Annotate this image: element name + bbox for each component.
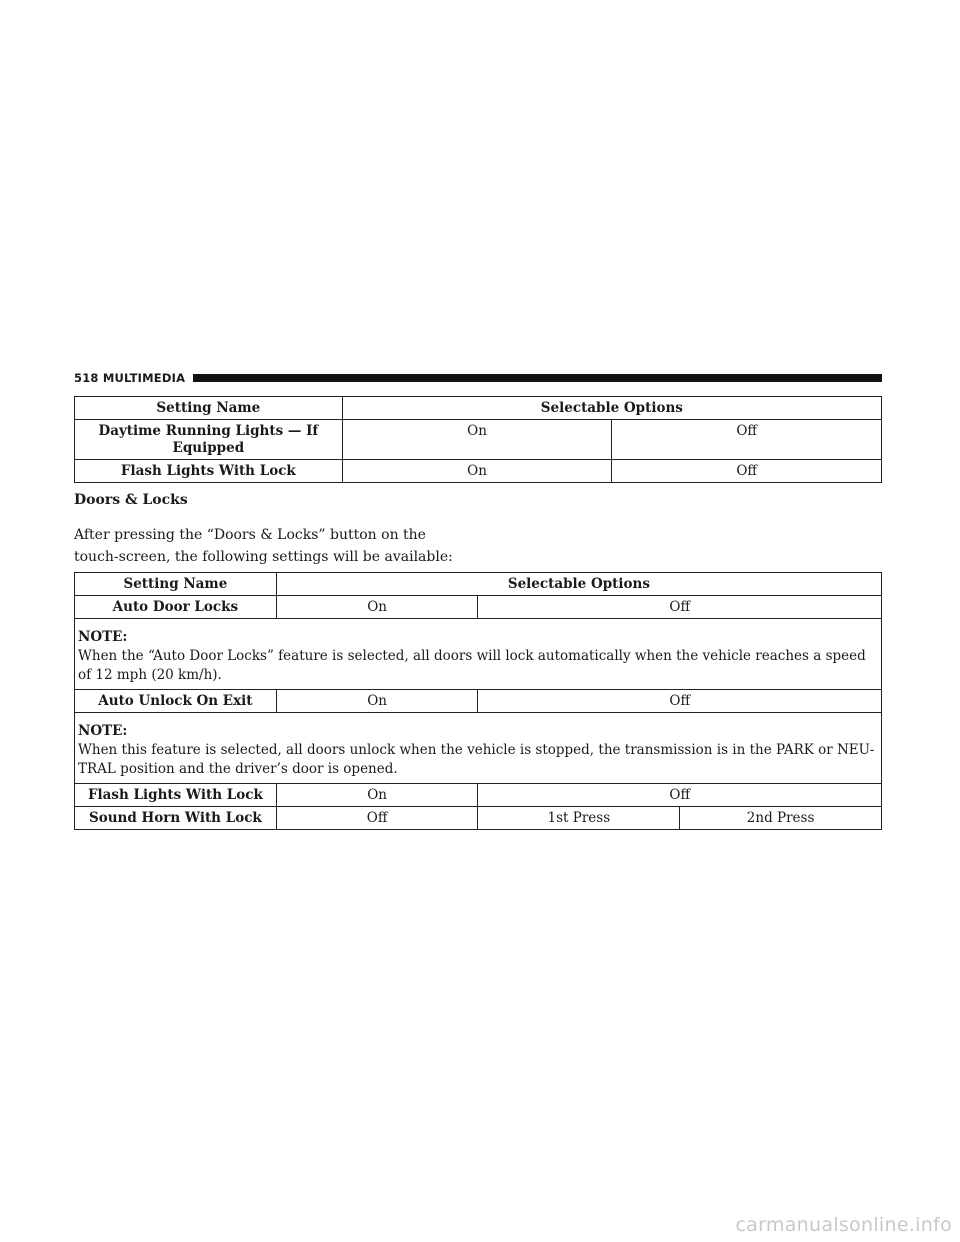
option-cell: On: [342, 420, 612, 460]
option-cell: On: [276, 596, 478, 619]
header-rule: [193, 374, 882, 382]
note-title: NOTE:: [78, 723, 128, 739]
setting-name: Flash Lights With Lock: [75, 460, 343, 483]
note-text: When this feature is selected, all doors unlock when the vehicle is stopped, the transmission is in the PARK or NEU-TRAL position and the driver’s door is opened.: [78, 742, 875, 777]
note-text: When the “Auto Door Locks” feature is selected, all doors will lock automatically when the vehicle reaches a speed of 12 mph (20 km/h).: [78, 648, 866, 683]
option-cell: 1st Press: [478, 807, 680, 830]
option-cell: Off: [478, 596, 882, 619]
page-header: [74, 371, 882, 385]
note-row: [75, 619, 882, 690]
setting-name: Daytime Running Lights — If Equipped: [75, 420, 343, 460]
table-header-row: [75, 397, 882, 420]
page-number-section: 518 MULTIMEDIA: [74, 371, 186, 385]
option-cell: Off: [276, 807, 478, 830]
option-cell: On: [276, 690, 478, 713]
option-cell: 2nd Press: [680, 807, 882, 830]
lights-settings-table: [74, 396, 882, 483]
header-selectable-options: Selectable Options: [342, 397, 881, 420]
table-row: [75, 596, 882, 619]
table-row: [75, 460, 882, 483]
option-cell: Off: [478, 784, 882, 807]
table-row: [75, 690, 882, 713]
header-selectable-options: Selectable Options: [276, 573, 881, 596]
setting-name: Sound Horn With Lock: [75, 807, 277, 830]
option-cell: On: [276, 784, 478, 807]
option-cell: Off: [612, 460, 882, 483]
header-setting-name: Setting Name: [75, 573, 277, 596]
table-row: [75, 807, 882, 830]
doors-locks-settings-table: [74, 572, 882, 830]
setting-name: Flash Lights With Lock: [75, 784, 277, 807]
setting-name: Auto Unlock On Exit: [75, 690, 277, 713]
option-cell: Off: [478, 690, 882, 713]
header-setting-name: Setting Name: [75, 397, 343, 420]
option-cell: Off: [612, 420, 882, 460]
table-header-row: [75, 573, 882, 596]
note-row: [75, 713, 882, 784]
section-paragraph: After pressing the “Doors & Locks” button on the touch-screen, the following settings will be available:: [74, 527, 453, 565]
note-cell: [75, 619, 882, 690]
table-row: [75, 784, 882, 807]
option-cell: On: [342, 460, 612, 483]
note-cell: [75, 713, 882, 784]
table-row: [75, 420, 882, 460]
section-heading: Doors & Locks: [74, 492, 188, 508]
note-title: NOTE:: [78, 629, 128, 645]
setting-name: Auto Door Locks: [75, 596, 277, 619]
watermark-text: carmanualsonline.info: [735, 1214, 952, 1236]
